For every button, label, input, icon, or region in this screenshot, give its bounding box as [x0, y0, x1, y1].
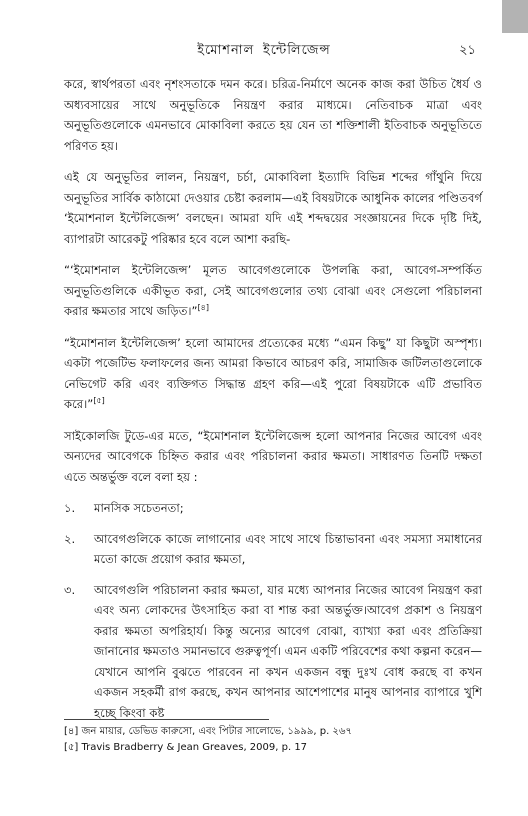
list-item — [64, 498, 482, 519]
list-text: আবেগগুলিকে কাজে লাগানোর এবং সাথে সাথে চিন্তাভাবনা এবং সমস্যা সমাধানের মতো কাজে প্রয়োগ করার ক্ষমতা, — [94, 531, 482, 566]
paragraph: সাইকোলজি টুডে-এর মতে, “ইমোশনাল ইন্টেলিজেন্স হলো আপনার নিজের আবেগ এবং অন্যদের আবেগকে চিহ্নিত করার এবং পরিচালনা করার ক্ষমতা। সাধারণত তিনটি দক্ষতা এতে অন্তর্ভুক্ত বলে বলা হয় : — [64, 428, 482, 484]
quote-paragraph — [64, 333, 482, 415]
list-text: আবেগগুলি পরিচালনা করার ক্ষমতা, যার মধ্যে আপনার নিজের আবেগ নিয়ন্ত্রণ করা এবং অন্য লোকদের উৎসাহিত করা বা শান্ত করা অন্তর্ভুক্ত।আবেগ প্রকাশ ও নিয়ন্ত্রণ করার ক্ষমতা অপরিহার্য। কিন্তু অন্যের আবেগ বোঝা, ব্যাখ্যা করা এবং প্রতিক্রিয়া জানানোর ক্ষমতাও সমানভাবে গুরুত্বপূর্ণ। এমন একটি পরিবেশের কথা কল্পনা করেন—যেখানে আপনি বুঝতে পারবেন না কখন একজন বন্ধু দুঃখ বোধ করছে বা কখন একজন সহকর্মী রাগ করছে, কখন আপনার আশেপাশের মানুষ আপনার ব্যাপারে খুশি হচ্ছে কিংবা কষ্ট — [94, 582, 482, 720]
footnote-ref[interactable]: [৫] — [93, 396, 105, 406]
quote-text: “‘ইমোশনাল ইন্টেলিজেন্স’ মূলত আবেগগুলোকে উপলব্ধি করা, আবেগ-সম্পর্কিত অনুভূতিগুলিকে একীভূত করা, সেই আবেগগুলোর তথ্য বোঝা এবং সেগুলো পরিচালনা করার ক্ষমতার সাথে জড়িত।” — [64, 263, 482, 318]
running-title: ইমোশনাল ইন্টেলিজেন্স — [197, 43, 331, 58]
list-item — [64, 529, 482, 570]
list-number: ৩. — [64, 582, 76, 597]
footnote-ref[interactable]: [৪] — [197, 303, 209, 313]
skills-list — [64, 498, 482, 723]
list-number: ২. — [64, 531, 76, 546]
list-text: মানসিক সচেতনতা; — [94, 501, 184, 515]
page-edge-tab — [502, 0, 528, 33]
paragraph: এই যে অনুভূতির লালন, নিয়ন্ত্রণ, চর্চা, মোকাবিলা ইত্যাদি বিভিন্ন শব্দের গাঁথুনি দিয়ে অনুভূতির সার্বিক কাঠামো দেওয়ার চেষ্টা করলাম—এই বিষয়টাকে আধুনিক কালের পণ্ডিতবর্গ ‘ইমোশনাল ইন্টেলিজেন্স’ বলছেন। আমরা যদি এই শব্দদ্বয়ের সংজ্ঞায়নের দিকে দৃষ্টি দিই, ব্যাপারটা আরেকটু পরিষ্কার হবে বলে আশা করছি- — [64, 170, 482, 246]
page-number: ২১ — [459, 43, 476, 58]
list-number: ১. — [64, 501, 76, 515]
paragraph: করে, স্বার্থপরতা এবং নৃশংসতাকে দমন করে। চরিত্র-নির্মাণে অনেক কাজ করা উচিত ধৈর্য ও অধ্যবসায়ের সাথে অনুভূতিকে নিয়ন্ত্রণ করার মাধ্যমে। নেতিবাচক মাত্রা এবং অনুভূতিগুলোকে এমনভাবে মোকাবিলা করতে হয় যেন তা শক্তিশালী ইতিবাচক অনুভূতিতে পরিণত হয়। — [64, 77, 482, 153]
page-body — [64, 74, 482, 733]
footnote-divider — [64, 719, 269, 720]
footnotes — [64, 719, 482, 756]
footnote: [৪] জন মায়ার, ডেভিড কারুসো, এবং পিটার সালোভে, ১৯৯৯, p. ২৬৭ — [64, 726, 352, 737]
list-item — [64, 580, 482, 724]
quote-text: “ইমোশনাল ইন্টেলিজেন্স’ হলো আমাদের প্রত্যেকের মধ্যে “এমন কিছু” যা কিছুটা অস্পৃশ্য। একটা পজেটিভ ফলাফলের জন্য আমরা কিভাবে আচরণ করি, সামাজিক জটিলতাগুলোকে নেভিগেট করি এবং ব্যক্তিগত সিদ্ধান্ত গ্রহণ করি—এই পুরো বিষয়টাকে এটি প্রভাবিত করে।” — [64, 335, 482, 411]
quote-paragraph — [64, 260, 482, 322]
footnote: [৫] Travis Bradberry & Jean Greaves, 2009, p. 17 — [64, 742, 308, 753]
running-header — [0, 33, 528, 63]
